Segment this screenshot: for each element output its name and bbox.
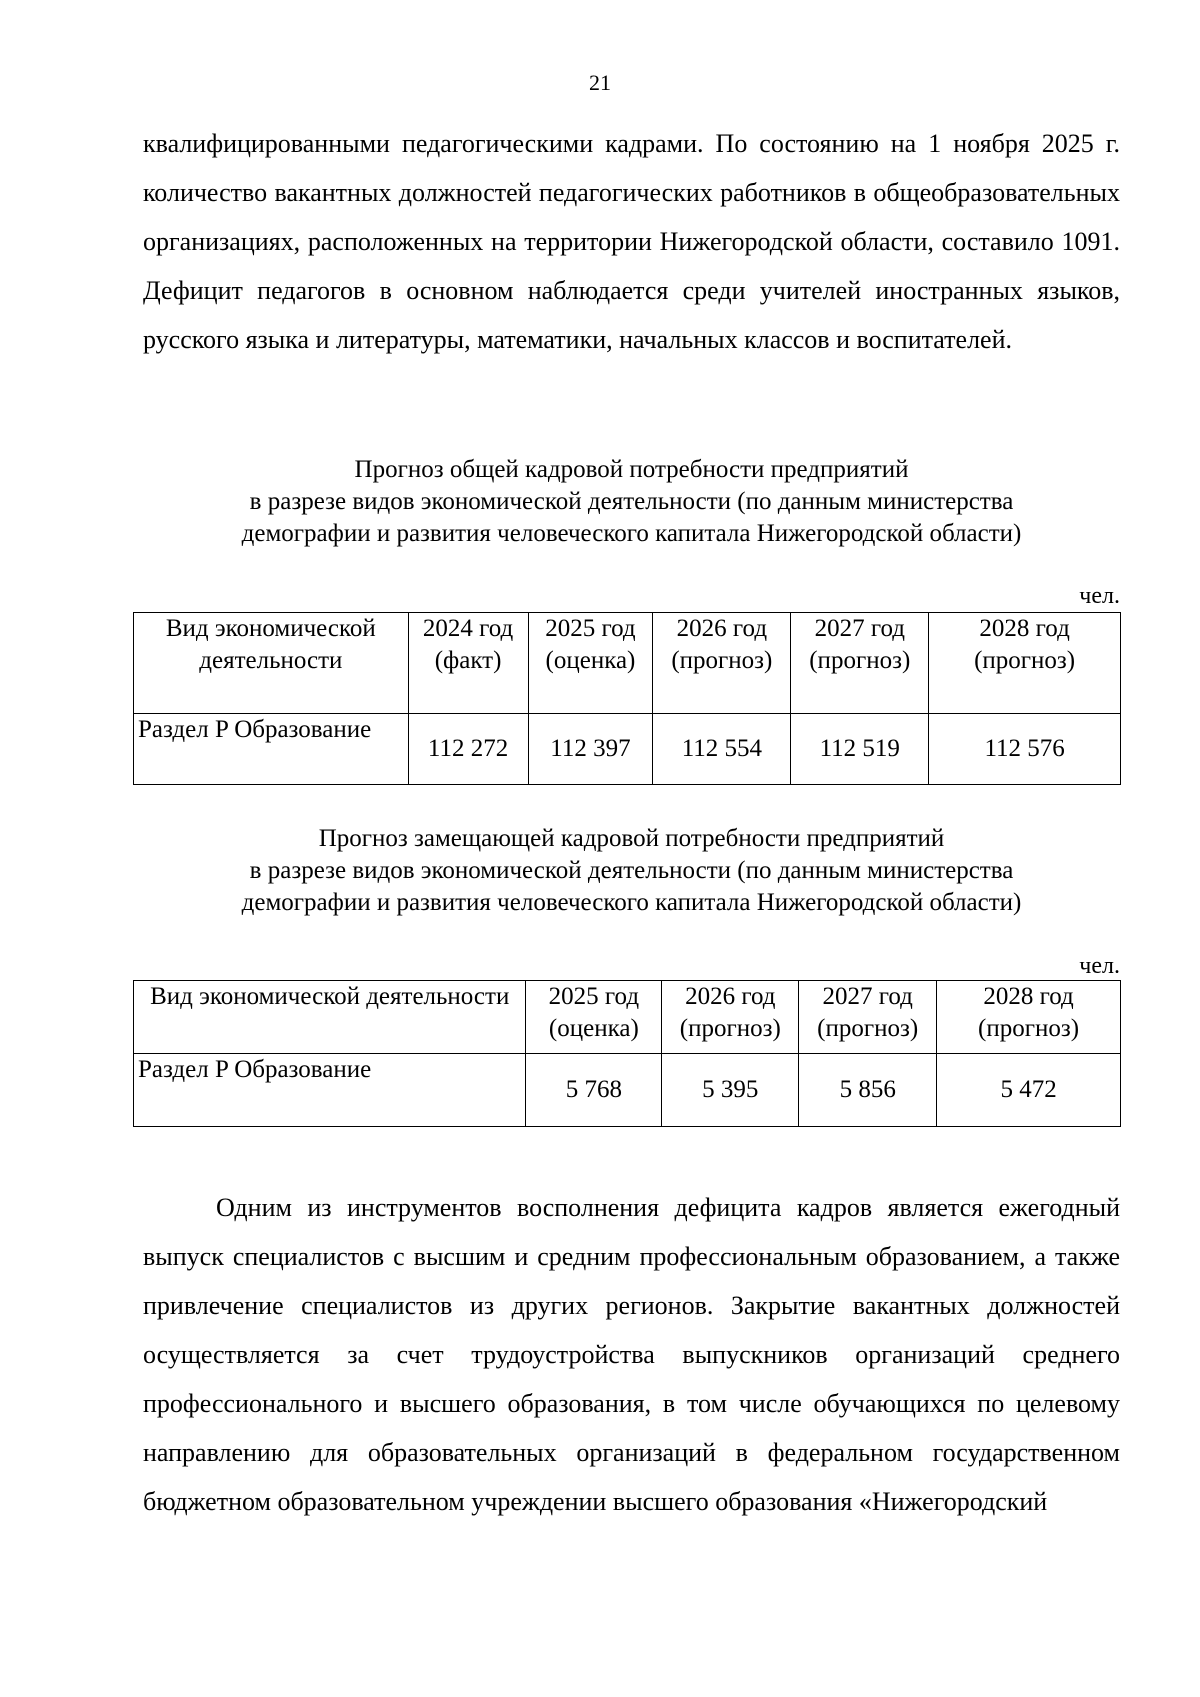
caption-line: в разрезе видов экономической деятельности (по данным министерства [249,488,1014,515]
value-2027: 5 856 [799,1054,937,1127]
header-2027: 2027 год (прогноз) [799,981,937,1054]
value-2025: 5 768 [526,1054,662,1127]
value-2027: 112 519 [791,714,929,785]
header-2028: 2028 год (прогноз) [929,613,1121,714]
caption-line: в разрезе видов экономической деятельности (по данным министерства [249,857,1014,884]
table-2-unit: чел. [1079,953,1120,979]
header-2026: 2026 год (прогноз) [653,613,791,714]
header-2024: 2024 год (факт) [408,613,528,714]
header-activity: Вид экономической деятельности [134,613,409,714]
value-2024: 112 272 [408,714,528,785]
header-2025: 2025 год (оценка) [528,613,653,714]
paragraph-text: квалифицированными педагогическими кадрами. По состоянию на 1 ноября 2025 г. количество вакантных должностей педагогических работников в общеобразовательных организациях, расположенных на территории Нижегородской области, составило 1091. Дефицит педагогов в основном наблюдается среди учителей иностранных языков, русского языка и литературы, математики, начальных классов и воспитателей. [143,129,1120,354]
paragraph-text: Одним из инструментов восполнения дефицита кадров является ежегодный выпуск специалистов с высшим и средним профессиональным образованием, а также привлечение специалистов из других регионов. Закрытие вакантных должностей осуществляется за счет трудоустройства выпускников организаций среднего профессионального и высшего образования, в том числе обучающихся по целевому направлению для образовательных организаций в федеральном государственном бюджетном образовательном учреждении высшего образования «Нижегородский [143,1193,1120,1516]
value-2028: 112 576 [929,714,1121,785]
page-number: 21 [589,70,611,95]
table-row [134,714,1121,785]
caption-line: демографии и развития человеческого капитала Нижегородской области) [241,889,1022,916]
header-2027: 2027 год (прогноз) [791,613,929,714]
body-paragraph-2 [143,1183,1120,1526]
value-2026: 112 554 [653,714,791,785]
value-2028: 5 472 [937,1054,1121,1127]
value-2026: 5 395 [662,1054,799,1127]
table-2-replacement-demand [133,980,1121,1127]
header-2026: 2026 год (прогноз) [662,981,799,1054]
table-header-row [134,613,1121,714]
table-header-row [134,981,1121,1054]
caption-line: Прогноз замещающей кадровой потребности предприятий [318,825,945,852]
row-activity: Раздел P Образование [134,714,409,785]
table-1-unit: чел. [1079,583,1120,609]
body-paragraph-1 [143,119,1120,364]
table-1-caption [143,454,1120,550]
table-2-caption [143,823,1120,919]
header-2028: 2028 год (прогноз) [937,981,1121,1054]
row-activity: Раздел P Образование [134,1054,526,1127]
header-2025: 2025 год (оценка) [526,981,662,1054]
header-activity: Вид экономической деятельности [134,981,526,1054]
caption-line: Прогноз общей кадровой потребности предприятий [354,456,909,483]
table-row [134,1054,1121,1127]
caption-line: демографии и развития человеческого капитала Нижегородской области) [241,520,1022,547]
table-1-total-demand [133,612,1121,785]
value-2025: 112 397 [528,714,653,785]
